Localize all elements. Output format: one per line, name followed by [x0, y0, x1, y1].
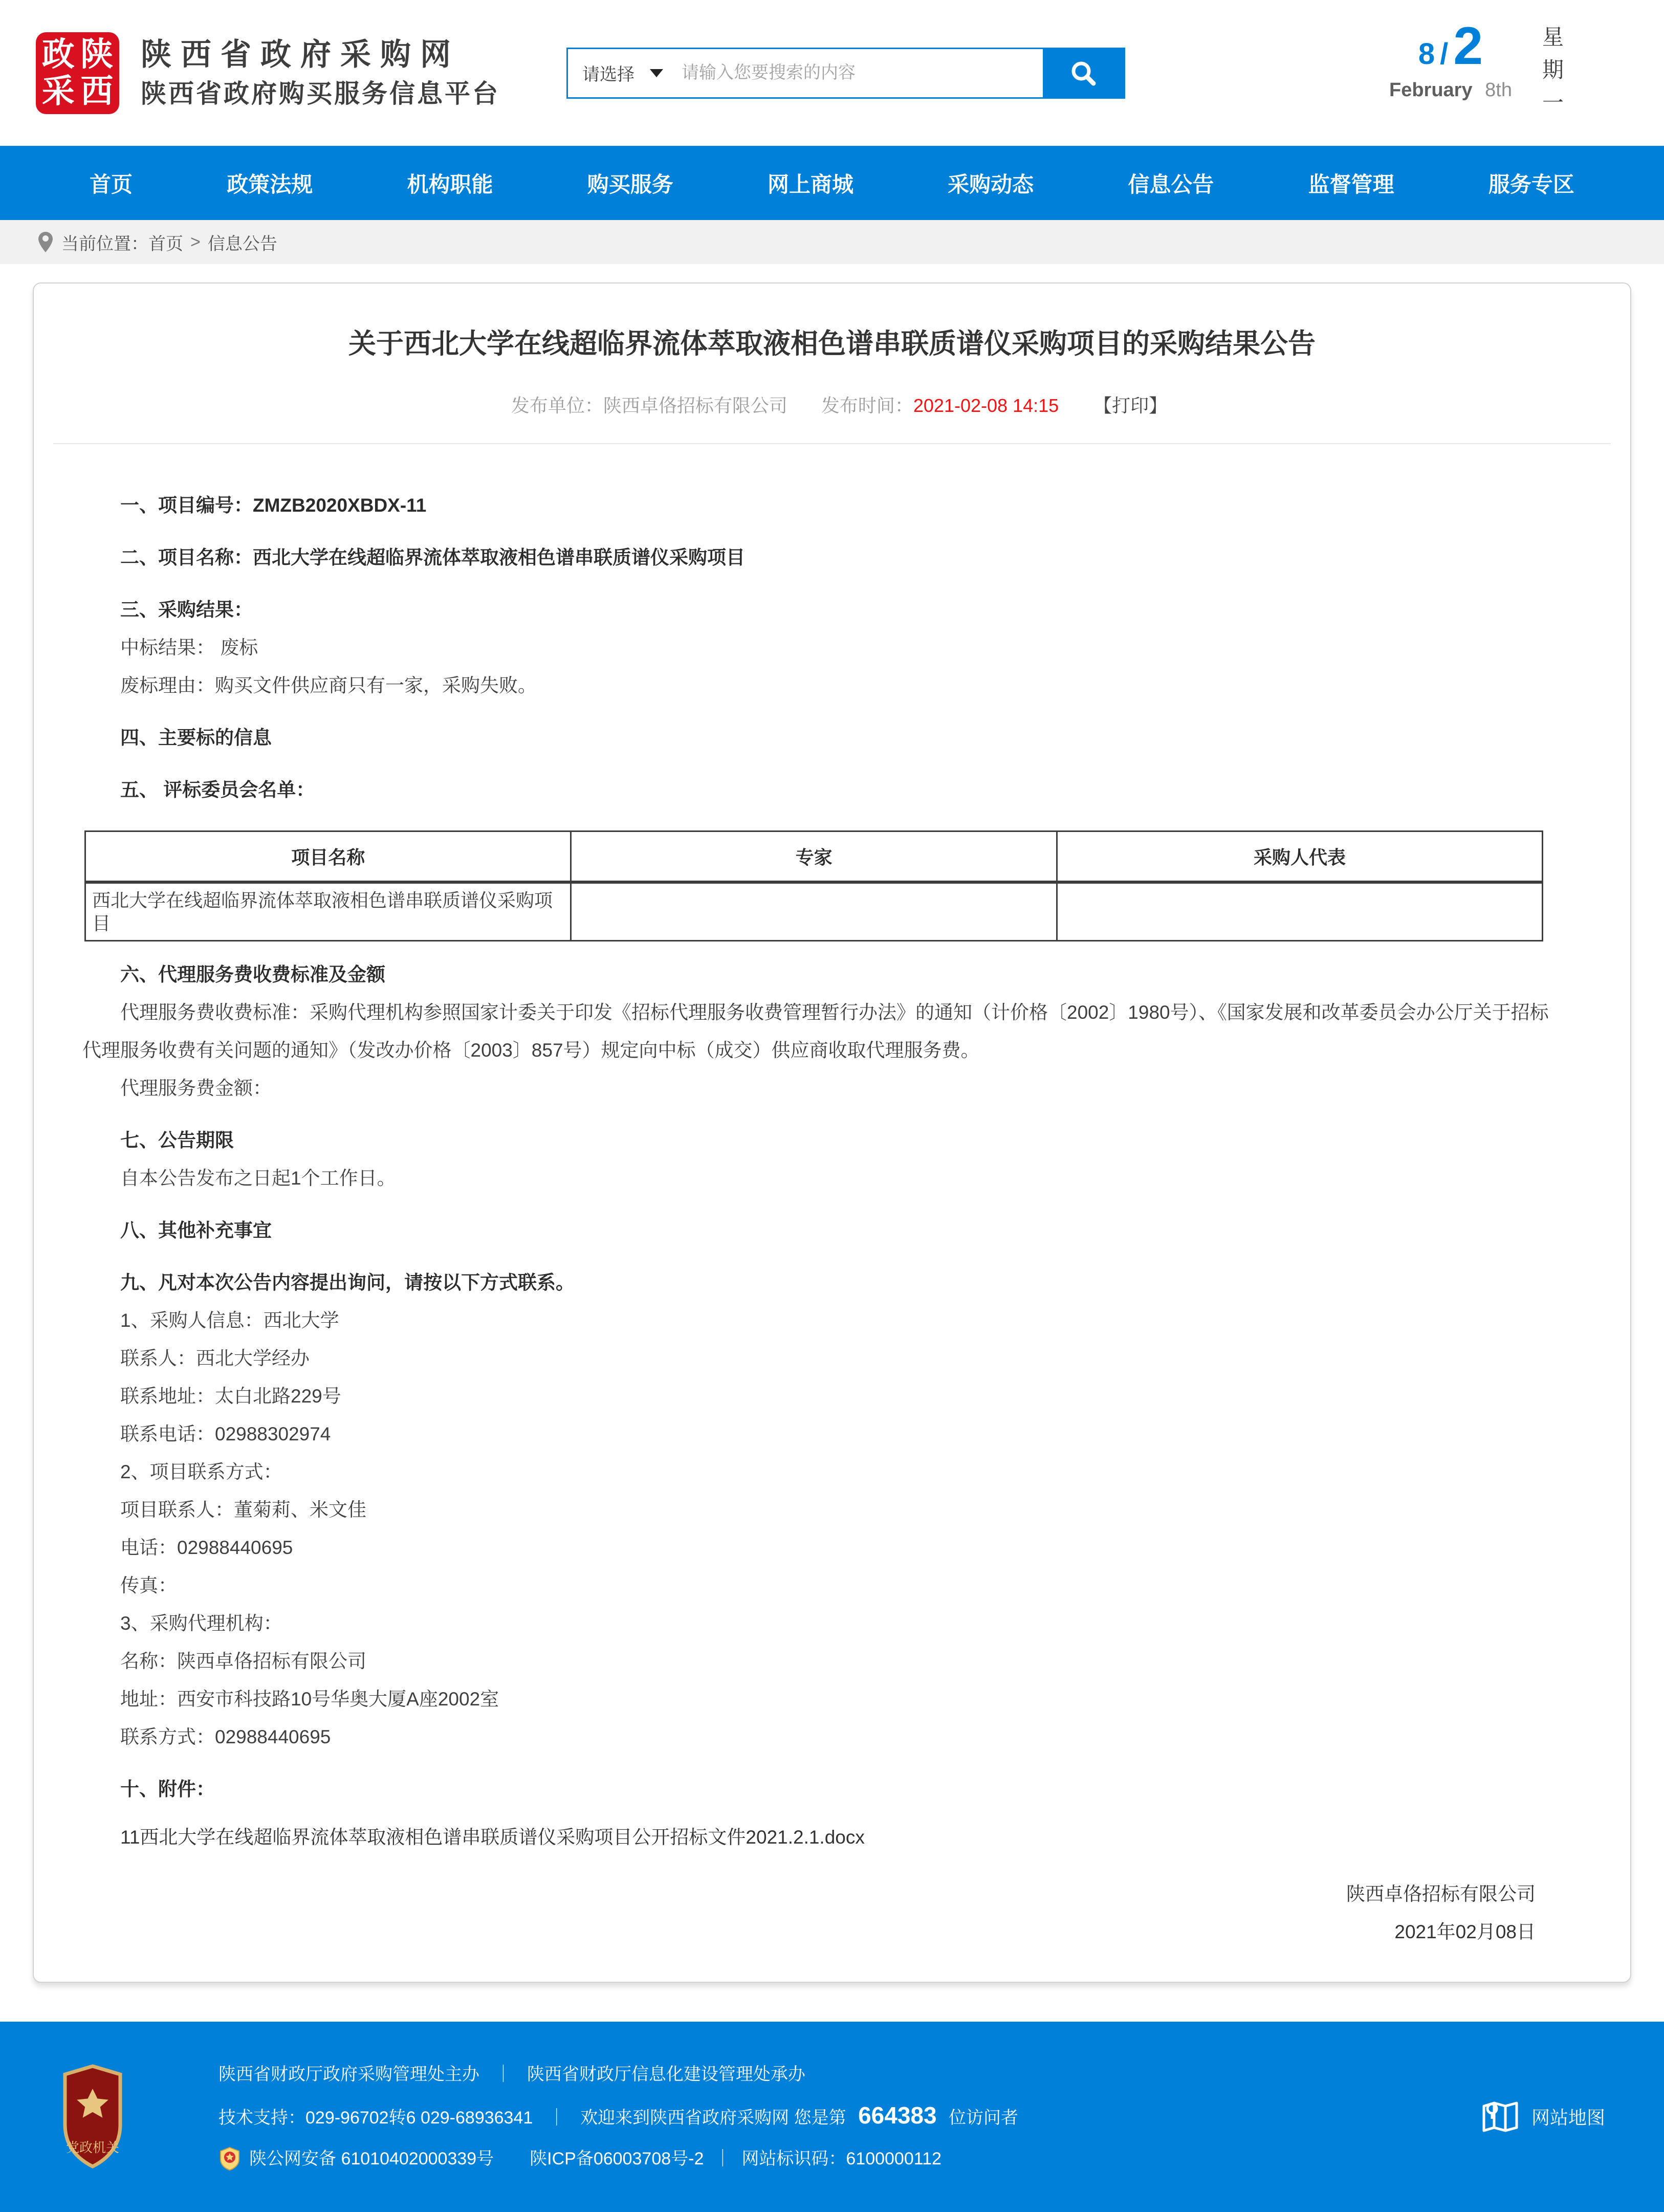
chevron-down-icon: [650, 69, 663, 77]
nav-item[interactable]: 网上商城: [767, 172, 853, 196]
search-button[interactable]: [1043, 49, 1124, 97]
footer-separator: ｜: [548, 2108, 565, 2128]
publisher-label: 发布单位：: [511, 395, 603, 416]
logo-char: 西: [80, 73, 114, 109]
article-paragraph: 八、其他补充事宜: [120, 1219, 272, 1241]
search-input[interactable]: [676, 49, 1043, 97]
nav-item[interactable]: 服务专区: [1488, 172, 1574, 196]
breadcrumb-label: 当前位置：: [61, 234, 148, 254]
date-month-name: February: [1389, 79, 1473, 101]
party-government-badge-icon: [59, 2064, 126, 2169]
breadcrumb-current: 信息公告: [207, 234, 277, 254]
footer-separator: ｜: [714, 2149, 732, 2169]
publisher-value: 陕西卓佫招标有限公司: [603, 395, 787, 416]
article-paragraph: 电话：02988440695: [120, 1537, 293, 1558]
nav-item[interactable]: 购买服务: [587, 172, 673, 196]
table-cell: [1057, 882, 1542, 941]
article-paragraph: 代理服务费收费标准：采购代理机构参照国家计委关于印发《招标代理服务收费管理暂行办法》的通知（计价格〔2002〕1980号）、《国家发展和改革委员会办公厅关于招标代理服务收费有关问题的通知》（发改办价格〔2003〕857号）规定向中标（成交）供应商收取代理服务费。: [82, 1001, 1549, 1061]
article-paragraph: 十、附件：: [120, 1778, 215, 1800]
search-bar: [566, 48, 1125, 99]
site-title: 陕西省政府采购网: [141, 37, 460, 72]
date-month-number: 2: [1453, 16, 1483, 76]
visitor-count: 664383: [858, 2102, 937, 2129]
signature-block: [82, 1875, 1556, 1951]
article-paragraph: 三、采购结果：: [120, 599, 253, 620]
evaluation-committee-table: [84, 830, 1543, 941]
table-row: [85, 882, 1543, 941]
footer-text: [218, 2054, 1018, 2179]
police-badge-icon: [218, 2147, 241, 2171]
nav-item[interactable]: 首页: [90, 172, 133, 196]
search-icon: [1068, 58, 1098, 88]
article-paragraph: 1、采购人信息：西北大学: [120, 1309, 339, 1331]
footer-line-2: [218, 2095, 1018, 2138]
article-body: [34, 444, 1630, 1982]
site-footer: [0, 2022, 1664, 2212]
map-icon: [1480, 2098, 1520, 2135]
article-paragraph: 中标结果： 废标: [120, 637, 258, 658]
article-paragraph: 五、 评标委员会名单：: [120, 779, 315, 800]
date-numbers: [1389, 16, 1512, 76]
footer-site-code: 网站标识码：6100000112: [741, 2149, 942, 2169]
table-header-cell: 专家: [571, 831, 1057, 882]
print-button[interactable]: 【打印】: [1093, 395, 1168, 416]
date-day-ordinal: 8th: [1485, 79, 1512, 101]
table-header-cell: 采购人代表: [1057, 831, 1542, 882]
nav-item[interactable]: 采购动态: [948, 172, 1034, 196]
sitemap-label: 网站地图: [1531, 2107, 1605, 2129]
logo-char: 政: [41, 36, 75, 73]
article-head: [34, 283, 1630, 418]
article-paragraph: 传真：: [120, 1574, 177, 1596]
article-paragraph: 二、项目名称：西北大学在线超临界流体萃取液相色谱串联质谱仪采购项目: [120, 546, 745, 568]
date-month-line: [1389, 79, 1512, 101]
footer-separator: ｜: [494, 2065, 512, 2085]
article-paragraph: 七、公告期限: [120, 1129, 234, 1151]
article-paragraph: 废标理由：购买文件供应商只有一家，采购失败。: [120, 674, 537, 696]
footer-beian-number: 陕公网安备 61010402000339号: [249, 2149, 494, 2169]
search-category-select[interactable]: [568, 49, 676, 97]
publisher-group: [511, 395, 787, 416]
article-paragraph: 联系人：西北大学经办: [120, 1347, 310, 1369]
site-titles: [141, 38, 500, 108]
article-card: [33, 282, 1631, 1983]
article-paragraph: 地址：西安市科技路10号华奥大厦A座2002室: [120, 1688, 499, 1710]
nav-item[interactable]: 政策法规: [227, 172, 313, 196]
footer-welcome: 欢迎来到陕西省政府采购网 您是第: [580, 2108, 846, 2128]
article-paragraph: 九、凡对本次公告内容提出询问，请按以下方式联系。: [120, 1272, 575, 1293]
logo-char: 陕: [80, 36, 114, 73]
date-column: [1389, 16, 1512, 102]
main-content: [0, 264, 1664, 2022]
page-title: 关于西北大学在线超临界流体萃取液相色谱串联质谱仪采购项目的采购结果公告: [348, 328, 1316, 359]
article-paragraph: 六、代理服务费收费标准及金额: [120, 963, 385, 985]
publish-time-value: 2021-02-08 14:15: [913, 395, 1059, 416]
footer-organizer: 陕西省财政厅政府采购管理处主办: [218, 2065, 479, 2085]
breadcrumb: [0, 220, 1664, 264]
article-paragraph: 联系地址：太白北路229号: [120, 1385, 341, 1407]
badge-label: 党政机关: [65, 2140, 120, 2156]
table-header-cell: 项目名称: [85, 831, 571, 882]
footer-undertaker: 陕西省财政厅信息化建设管理处承办: [527, 2065, 805, 2085]
breadcrumb-separator: >: [190, 232, 201, 252]
date-widget: [1389, 16, 1605, 124]
article-paragraph: 自本公告发布之日起1个工作日。: [120, 1167, 396, 1189]
footer-visitor-suffix: 位访问者: [949, 2108, 1019, 2128]
date-slash: /: [1440, 37, 1449, 71]
article-paragraph: 四、主要标的信息: [120, 727, 272, 748]
publish-time-group: [821, 395, 1059, 416]
main-nav: [0, 146, 1664, 220]
article-paragraph: 代理服务费金额：: [120, 1077, 272, 1099]
article-paragraph: 联系电话：02988302974: [120, 1423, 331, 1444]
footer-tech-support: 技术支持：029-96702转6 029-68936341: [218, 2108, 533, 2128]
table-header-row: [85, 831, 1543, 882]
footer-icp-number: 陕ICP备06003708号-2: [530, 2149, 704, 2169]
site-header: [0, 0, 1664, 146]
date-weekday: 星期一: [1540, 25, 1564, 124]
logo-area: [36, 32, 500, 114]
article-paragraph: 名称：陕西卓佫招标有限公司: [120, 1650, 366, 1672]
article-paragraph: 项目联系人：董菊莉、米文佳: [120, 1499, 366, 1520]
date-day-number: 8: [1418, 37, 1435, 71]
table-cell: [571, 882, 1057, 941]
nav-item[interactable]: 信息公告: [1128, 172, 1214, 196]
footer-line-3: [218, 2138, 1018, 2179]
table-cell: 西北大学在线超临界流体萃取液相色谱串联质谱仪采购项目: [85, 882, 571, 941]
footer-line-1: [218, 2054, 1018, 2095]
publish-time-label: 发布时间：: [821, 395, 913, 416]
nav-item[interactable]: 监督管理: [1308, 172, 1394, 196]
article-paragraph: 一、项目编号：ZMZB2020XBDX-11: [120, 494, 427, 516]
search-select-label: 请选择: [582, 65, 634, 84]
site-subtitle: 陕西省政府购买服务信息平台: [141, 79, 500, 108]
location-pin-icon: [37, 231, 54, 253]
nav-item[interactable]: 机构职能: [407, 172, 493, 196]
breadcrumb-home-link[interactable]: 首页: [148, 234, 183, 254]
attachment-link[interactable]: 11西北大学在线超临界流体萃取液相色谱串联质谱仪采购项目公开招标文件2021.2.1.docx: [120, 1826, 865, 1848]
article-paragraph: 联系方式：02988440695: [120, 1726, 331, 1747]
article-paragraph: 3、采购代理机构：: [120, 1612, 282, 1634]
article-paragraph: 2、项目联系方式：: [120, 1461, 282, 1482]
site-logo[interactable]: [36, 32, 119, 114]
signature-date: 2021年02月08日: [1394, 1921, 1536, 1942]
logo-char: 采: [41, 73, 75, 109]
article-meta: [85, 391, 1579, 418]
sitemap-link[interactable]: [1480, 2098, 1605, 2135]
signature-company: 陕西卓佫招标有限公司: [1346, 1883, 1536, 1904]
